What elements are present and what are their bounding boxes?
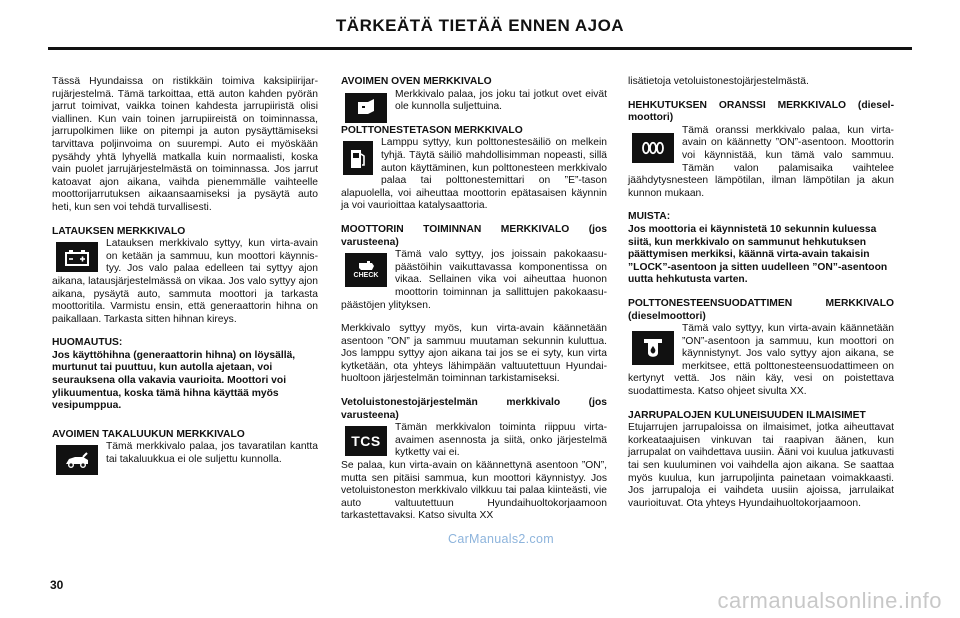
tcs-light-heading: Vetoluistonestojärjestelmän merkkivalo (jos varusteena) <box>341 397 607 421</box>
tcs-icon <box>345 426 387 456</box>
glow-plug-icon <box>632 133 674 163</box>
tcs-light-text: Tämän merkkivalon toiminta riippuu virtaavaimen asennosta ja siitä, onko järjestelmä kytketty vai ei. <box>395 422 607 459</box>
check-label: CHECK <box>353 272 379 280</box>
watermark: CarManuals2.com <box>448 532 554 546</box>
intro-paragraph: Tässä Hyundaissa on ristikkäin toimiva kaksipiirijarrujärjestelmä. Tämä tarkoittaa, että auton kahden pyörän jarrut toimivat, vaikka toinen kahdesta jarrupiiristä olisi viallinen. Kun vain toinen jarrupiireistä on toiminnassa, jarrupolkimen liike on pitempi ja auton pysäyttämiseksi tarvittava poljinvoima on suurempi. Auto ei myöskään pysähdy yhtä lyhyellä matkalla kuin normaalisti, koska vain puolet jarrujärjestelmästä on toiminnassa. Jos jarrut katoavat ajon aikana, vaihda pienemmälle vaihteelle moottorijarrutuksen aikaansaamiseksi ja pysäytä auto heti, kun sen voi tehdä turvallisesti. <box>52 76 318 213</box>
fuel-light-text: Lamppu syttyy, kun polttonestesäiliö on melkein tyhjä. Täytä säiliö mahdollisimman nopeasti, sillä auton käyttäminen, kun polttonesteen merkkivalo palaa tai polttonestemittari on ”E”-tason alapuolella, voi aiheuttaa moottorin epätasaisen käynnin ja voi vaurioittaa katalysaattoria. <box>341 137 607 212</box>
filter-light-text: Tämä valo syttyy, kun virta-avain käännetään ”ON”-asentoon ja sammuu, kun moottori on käynnistynyt. Jos valo syttyy ajon aikana, se merkitsee, että polttonesteensuodattimeen on kertynyt vettä. Jos näin käy, vesi on poistettava suodattimesta. Katso ohjeet sivulta XX. <box>628 323 894 398</box>
trunk-light-heading: AVOIMEN TAKALUUKUN MERKKIVALO <box>52 428 245 440</box>
fuel-light-heading: POLTTONESTETASON MERKKIVALO <box>341 124 523 136</box>
open-door-icon <box>345 93 387 123</box>
open-trunk-icon <box>56 445 98 475</box>
engine-light-text-2: Merkkivalo syttyy myös, kun virta-avain käännetään asentoon ”ON” ja sammuu muutaman sekunnin kuluttua. Jos lamppu syttyy ajon aikana tai jos se ei syty, kun virta kytketään, ota yhteys lähimpään valtuutettuun Hyundai-huoltoon järjestelmän toiminnan tarkistamiseksi. <box>341 323 607 385</box>
page-header-title: TÄRKEÄTÄ TIETÄÄ ENNEN AJOA <box>335 16 625 35</box>
header-rule <box>48 47 912 50</box>
charging-light-text: Latauksen merkkivalo syttyy, kun virta-avain on ketään ja sammuu, kun moottori käynnistyy. Jos valo palaa edelleen tai syttyy ajon aikana, latausjärjestelmässä on vikaa. Jos valo syttyy ajon aikana, pysäytä auto, sammuta moottori ja tarkasta moottoritila. Varmistu ensin, että generaattorin hihna on paikallaan. Tarkasta sitten hihnan kireys. <box>52 238 318 325</box>
memo-block: MUISTA: Jos moottoria ei käynnistetä 10 sekunnin kuluessa siitä, kun merkkivalo on sammunut hehkutuksen päättymisen merkiksi, käännä virta-avain takaisin ”LOCK”-asentoon ja sitten uudelleen ”ON”-asentoon uutta hehkutusta varten. <box>628 211 888 286</box>
pad-wear-text: Etujarrujen jarrupaloissa on ilmaisimet, jotka aiheuttavat korkeataajuisen vinkuvan tai raapivan äänen, kun jarrupalat on vaihdettava uusiin. Ääni voi kuulua jatkuvasti tai sen kuuluminen voi vaihdella ajon aikana. Se saattaa myös kuulua, kun jarrupoljinta painetaan voimakkaasti. Jos jarrupaloja ei vaihdeta uusiin ajoissa, jarrulaikat vaurioituvat. Ota yhteys Hyundaihuoltokorjaamoon. <box>628 422 894 509</box>
filter-light-heading: POLTTONESTEENSUODATTIMEN MERKKIVALO (dieselmoottori) <box>628 297 894 322</box>
fuel-pump-icon <box>343 141 373 175</box>
tcs-continuation: lisätietoja vetoluistonestojärjestelmästä. <box>628 76 809 87</box>
column-3 <box>628 76 894 521</box>
door-light-text: Merkkivalo palaa, jos joku tai jotkut ovet eivät ole kunnolla suljettuina. <box>395 88 607 113</box>
tcs-label: TCS <box>351 432 381 449</box>
page-number: 30 <box>50 578 64 592</box>
tcs-light-text-2: Se palaa, kun virta-avain on käännettynä asentoon ”ON”, mutta sen pitäisi sammua, kun moottori käynnistyy. Jos vetoluistoneston merkkivalo vilkkuu tai palaa kiinteästi, vie auto valtuutettuun Hyundaihuoltokorjaamoon tarkastettavaksi. Katso sivulta XX <box>341 460 607 522</box>
column-2 <box>341 76 607 534</box>
battery-icon <box>56 242 98 272</box>
column-1 <box>52 76 318 478</box>
engine-light-text: Tämä valo syttyy, jos joissain pakokaasupäästöihin vaikuttavassa komponentissa on vikaa. Sellainen vika voi aiheuttaa huonon moottorin toiminnan ja sallittujen pakokaasupäästöjen ylityksen. <box>341 249 607 311</box>
fuel-filter-icon <box>632 331 674 365</box>
pad-wear-heading: JARRUPALOJEN KULUNEISUUDEN ILMAISIMET <box>628 409 866 421</box>
glow-light-heading: HEHKUTUKSEN ORANSSI MERKKIVALO (dieselmoottori) <box>628 99 894 124</box>
charging-light-heading: LATAUKSEN MERKKIVALO <box>52 225 186 237</box>
site-watermark: carmanualsonline.info <box>717 588 942 613</box>
engine-light-heading: MOOTTORIN TOIMINNAN MERKKIVALO (jos varusteena) <box>341 223 607 248</box>
check-engine-icon <box>345 253 387 287</box>
door-light-heading: AVOIMEN OVEN MERKKIVALO <box>341 76 492 87</box>
glow-light-text: Tämä oranssi merkkivalo palaa, kun virta-avain on käännetty ”ON”-asentoon. Moottorin voi käynnistää, kun tämä valo sammuu. Tämän valon palamisaika vaihtelee jäähdytysnesteen lämpötilan, ilman lämpötilan ja akun kunnon mukaan. <box>628 124 894 199</box>
trunk-light-text: Tämä merkkivalo palaa, jos tavaratilan kantta tai takaluukkua ei ole suljettu kunnolla. <box>106 441 318 466</box>
note-block: HUOMAUTUS: Jos käyttöhihna (generaattorin hihna) on löysällä, murtunut tai puuttuu, kun autolla ajetaan, voi seurauksena olla vakavia vaurioita. Moottori voi ylikuumentua, koska tämä hihna käyttää myös vesipumppua. <box>52 337 296 412</box>
